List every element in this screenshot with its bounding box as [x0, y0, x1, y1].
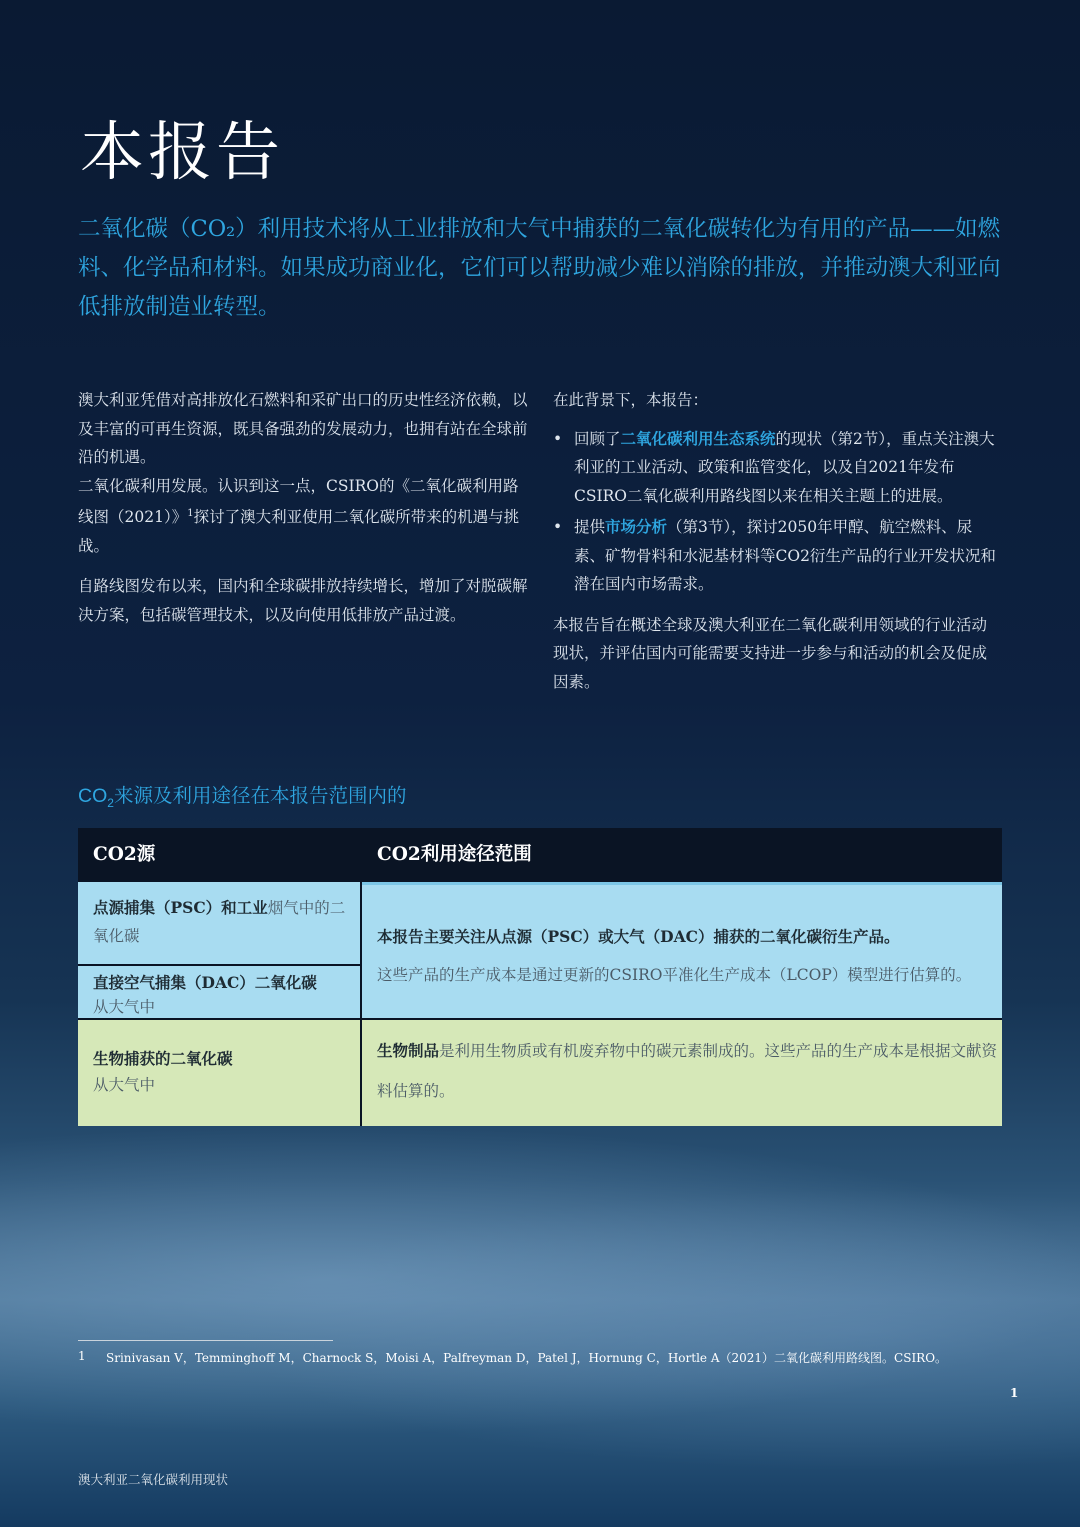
column-divider	[360, 882, 362, 1126]
scope-bio: 生物制品是利用生物质或有机废弃物中的碳元素制成的。这些产品的生产成本是根据文献资料估算的。	[362, 1020, 1002, 1126]
page-number: 1	[1010, 1386, 1019, 1400]
row-divider	[78, 1018, 1002, 1020]
bullet-icon: •	[553, 429, 563, 448]
header-scope: CO2利用途径范围	[362, 828, 1002, 882]
left-column	[78, 386, 528, 641]
footnote-ref[interactable]: 1	[187, 508, 194, 519]
footnote-number: 1	[78, 1349, 86, 1363]
right-intro: 在此背景下，本报告：	[553, 391, 709, 409]
scope-table	[78, 828, 1002, 1126]
bullet-icon: •	[553, 518, 563, 536]
left-paragraph-3: 自路线图发布以来，国内和全球碳排放持续增长，增加了对脱碳解决方案，包括碳管理技术，以及向使用低排放产品过渡。	[78, 577, 528, 624]
footnote-rule	[78, 1340, 333, 1341]
list-item: • 提供市场分析（第3节），探讨2050年甲醇、航空燃料、尿素、矿物骨料和水泥基材料等CO2衍生产品的行业开发状况和潜在国内市场需求。	[553, 513, 998, 599]
list-item: • 回顾了二氧化碳利用生态系统的现状（第2节），重点关注澳大利亚的工业活动、政策和监管变化，以及自2021年发布CSIRO二氧化碳利用路线图以来在相关主题上的进展。	[553, 425, 998, 511]
right-column	[553, 386, 998, 706]
row-divider	[78, 964, 360, 966]
table-title: $CO_2$来源及利用途径在本报告范围内的	[78, 785, 407, 810]
page-title: 本报告	[80, 115, 284, 190]
left-paragraph-1: 澳大利亚凭借对高排放化石燃料和采矿出口的历史性经济依赖，以及丰富的可再生资源，既具备强劲的发展动力，也拥有站在全球前沿的机遇。	[78, 391, 528, 466]
market-analysis-link[interactable]: 市场分析	[605, 517, 668, 536]
source-dac: 直接空气捕集（DAC）二氧化碳 从大气中	[78, 966, 360, 1020]
ecosystem-link[interactable]: 二氧化碳利用生态系统	[620, 428, 776, 448]
report-bullets	[553, 425, 998, 599]
right-closing: 本报告旨在概述全球及澳大利亚在二氧化碳利用领域的行业活动现状，并评估国内可能需要支持进一步参与和活动的机会及促成因素。	[553, 615, 988, 691]
header-source: CO2源	[78, 828, 362, 882]
header-accent-line	[362, 882, 1002, 885]
source-psc: 点源捕集（PSC）和工业烟气中的二氧化碳	[78, 882, 360, 966]
lead-paragraph: 二氧化碳（CO₂）利用技术将从工业排放和大气中捕获的二氧化碳转化为有用的产品——如燃料、化学品和材料。如果成功商业化，它们可以帮助减少难以消除的排放，并推动澳大利亚向低排放制造业转型。	[78, 216, 1001, 320]
left-paragraph-2: 二氧化碳利用发展。认识到这一点，CSIRO的《二氧化碳利用路线图（2021）》$^1$探讨了澳大利亚使用二氧化碳所带来的机遇与挑战。	[78, 476, 520, 555]
source-bio: 生物捕获的二氧化碳 从大气中	[78, 1020, 360, 1126]
footnote-text: Srinivasan V，Temminghoff M，Charnock S，Moisi A，Palfreyman D，Patel J，Hornung C，Hortle A（2021）二氧化碳利用路线图。CSIRO。	[106, 1351, 948, 1365]
footer-title: 澳大利亚二氧化碳利用现状	[78, 1472, 229, 1487]
scope-psc-dac: 本报告主要关注从点源（PSC）或大气（DAC）捕获的二氧化碳衍生产品。 这些产品的生产成本是通过更新的CSIRO平准化生产成本（LCOP）模型进行估算的。	[362, 882, 1002, 1020]
